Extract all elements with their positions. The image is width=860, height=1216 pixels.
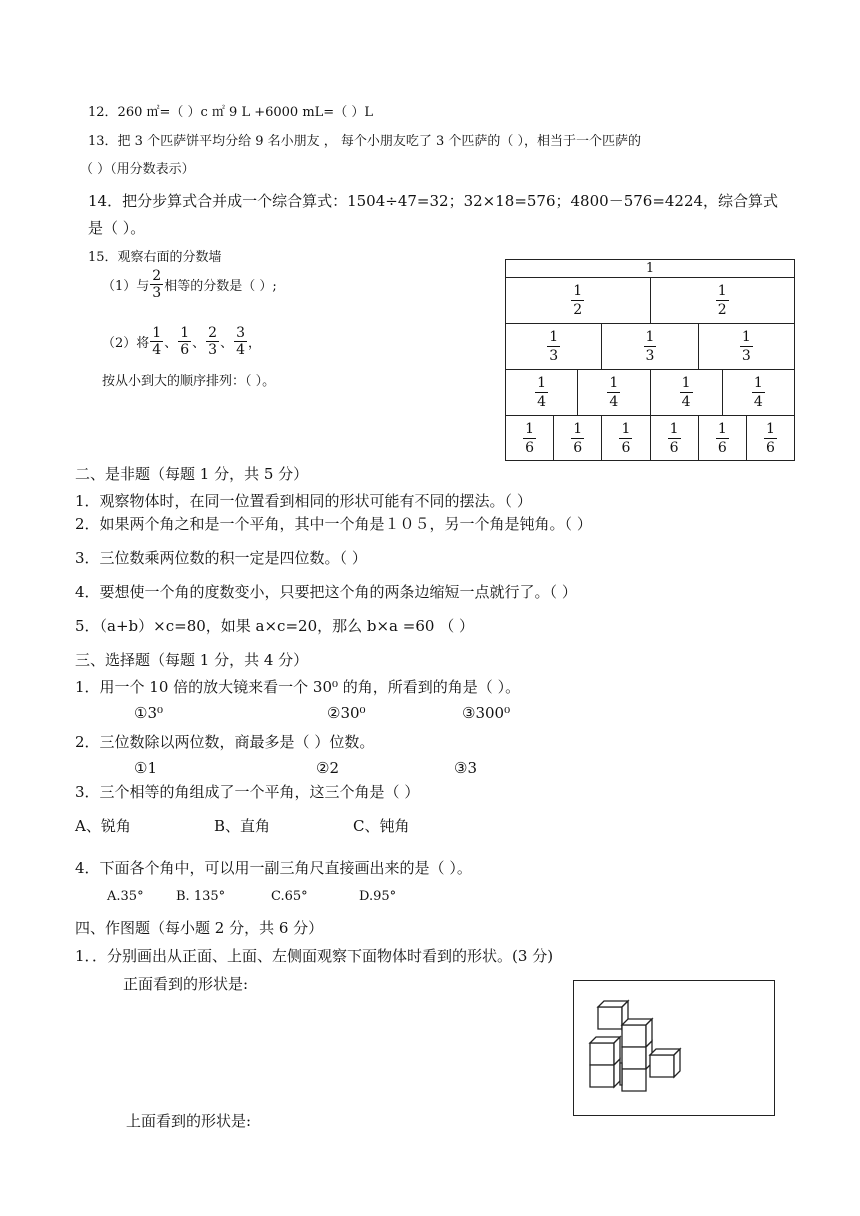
front-view-label: 正面看到的形状是:	[123, 975, 249, 993]
question-15-part2	[102, 325, 261, 358]
q15-part2-prefix: （2）将	[102, 336, 150, 351]
fraction: $\frac{1}{3}$	[741, 329, 751, 364]
question-15-part2-line2: 按从小到大的顺序排列：（ ）。	[102, 374, 276, 389]
mc-question-4: 4．下面各个角中，可以用一副三角尺直接画出来的是（ ）。	[75, 859, 472, 877]
wall-row-sixths	[506, 415, 794, 460]
end-punct: ，	[248, 336, 262, 351]
mc-question-2: 2．三位数除以两位数，商最多是（ ）位数。	[75, 733, 375, 751]
fraction-wall	[505, 259, 795, 461]
mc1-option-1: ①3⁰	[134, 704, 164, 722]
mc-question-1: 1．用一个 10 倍的放大镜来看一个 30⁰ 的角，所看到的角是（ ）。	[75, 678, 521, 696]
mc1-option-3: ③300⁰	[462, 704, 511, 722]
question-13-line2: （ ）（用分数表示）	[80, 162, 195, 177]
question-14-line1: 14．把分步算式合并成一个综合算式：1504÷47=32；32×18=576；4800－576=4224，综合算式	[88, 192, 779, 210]
separator: 、	[220, 336, 234, 351]
wall-cell	[698, 416, 746, 460]
fraction: $\frac{1}{4}$	[753, 375, 763, 410]
wall-cell	[506, 416, 553, 460]
fraction: $\frac{2}{3}$	[152, 268, 162, 301]
wall-cell	[650, 278, 795, 323]
section-4-title: 四、作图题（每小题 2 分，共 6 分）	[75, 919, 324, 937]
wall-cell	[506, 324, 601, 369]
wall-row-halves	[506, 277, 794, 323]
separator: 、	[164, 336, 178, 351]
mc2-option-2: ②2	[316, 759, 339, 777]
drawing-question-1: 1．．分别画出从正面、上面、左侧面观察下面物体时看到的形状。(3 分)	[75, 947, 554, 965]
fraction: $\frac{1}{6}$	[765, 420, 775, 456]
wall-cell	[698, 324, 794, 369]
q15-part1-prefix: （1）与	[102, 279, 150, 294]
wall-cell	[553, 416, 601, 460]
section-3-title: 三、选择题（每题 1 分，共 4 分）	[75, 651, 309, 669]
wall-row-thirds	[506, 323, 794, 369]
mc1-option-2: ②30⁰	[327, 704, 366, 722]
mc2-option-1: ①1	[134, 759, 157, 777]
fraction: $\frac{1}{4}$	[537, 375, 547, 410]
mc4-option-d: D.95°	[359, 889, 397, 904]
mc3-option-c: C、钝角	[353, 817, 410, 835]
fraction: $\frac{1}{6}$	[573, 420, 583, 456]
wall-cell	[601, 324, 697, 369]
fraction: $\frac{3}{4}$	[236, 325, 246, 358]
fraction: $\frac{1}{4}$	[152, 325, 162, 358]
question-15-part1	[102, 268, 277, 301]
fraction: $\frac{2}{3}$	[208, 325, 218, 358]
mc4-option-c: C.65°	[271, 889, 308, 904]
fraction: $\frac{1}{3}$	[549, 329, 559, 364]
mc3-option-b: B、直角	[214, 817, 271, 835]
wall-cell: 1	[645, 261, 655, 276]
wall-cell	[650, 416, 698, 460]
fraction: $\frac{1}{4}$	[681, 375, 691, 410]
tf-question-5: 5．（a+b）×c=80，如果 a×c=20，那么 b×a =60 （ ）	[75, 617, 474, 635]
q15-part1-suffix: 相等的分数是（ ）;	[164, 279, 277, 294]
fraction: $\frac{1}{6}$	[621, 420, 631, 456]
question-13-line1: 13．把 3 个匹萨饼平均分给 9 名小朋友 ， 每个小朋友吃了 3 个匹萨的（ ），相当于一个匹萨的	[88, 134, 642, 149]
tf-question-1: 1．观察物体时，在同一位置看到相同的形状可能有不同的摆法。（ ）	[75, 492, 532, 510]
top-view-label: 上面看到的形状是:	[126, 1112, 252, 1130]
stacked-cubes-image	[574, 981, 774, 1115]
section-2-title: 二、是非题（每题 1 分，共 5 分）	[75, 465, 309, 483]
mc4-option-b: B. 135°	[176, 889, 226, 904]
wall-cell	[601, 416, 649, 460]
fraction: $\frac{1}{2}$	[573, 283, 583, 318]
fraction: $\frac{1}{4}$	[609, 375, 619, 410]
question-14-line2: 是（ ）。	[88, 219, 146, 237]
tf-question-4: 4．要想使一个角的度数变小，只要把这个角的两条边缩短一点就行了。（ ）	[75, 583, 577, 601]
mc3-option-a: A、锐角	[75, 817, 131, 835]
mc2-option-3: ③3	[454, 759, 477, 777]
wall-cell	[577, 370, 649, 415]
separator: 、	[192, 336, 206, 351]
mc4-option-a: A.35°	[107, 889, 144, 904]
tf-question-2: 2．如果两个角之和是一个平角，其中一个角是１０５，另一个角是钝角。（ ）	[75, 515, 592, 533]
fraction: $\frac{1}{2}$	[717, 283, 727, 318]
question-12: 12．260 ㎡=（ ）c ㎡ 9 L +6000 mL=（ ）L	[88, 105, 373, 120]
wall-row-whole	[506, 260, 794, 277]
wall-cell	[722, 370, 794, 415]
question-15-title: 15．观察右面的分数墙	[88, 250, 222, 265]
tf-question-3: 3．三位数乘两位数的积一定是四位数。（ ）	[75, 549, 367, 567]
fraction: $\frac{1}{6}$	[180, 325, 190, 358]
fraction: $\frac{1}{3}$	[645, 329, 655, 364]
mc-question-3: 3．三个相等的角组成了一个平角，这三个角是（ ）	[75, 783, 420, 801]
wall-cell	[746, 416, 794, 460]
fraction: $\frac{1}{6}$	[669, 420, 679, 456]
fraction: $\frac{1}{6}$	[525, 420, 535, 456]
cube-figure	[573, 980, 775, 1116]
wall-cell	[506, 278, 650, 323]
wall-cell	[506, 370, 577, 415]
wall-row-quarters	[506, 369, 794, 415]
wall-cell	[650, 370, 722, 415]
fraction: $\frac{1}{6}$	[717, 420, 727, 456]
